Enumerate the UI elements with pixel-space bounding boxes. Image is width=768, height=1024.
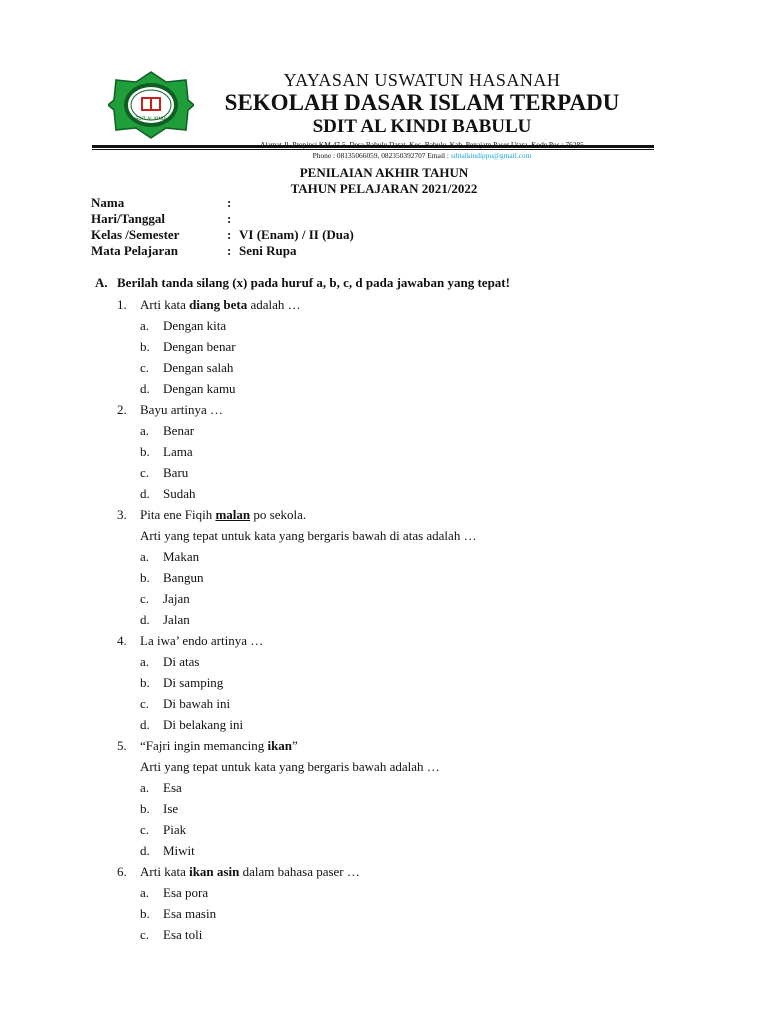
answer-option[interactable] <box>0 357 768 378</box>
answer-option[interactable] <box>0 336 768 357</box>
option-letter: b. <box>140 906 150 921</box>
question-text: “Fajri ingin memancing ikan” <box>140 738 298 753</box>
option-text: Dengan kamu <box>163 381 236 396</box>
option-letter: c. <box>140 591 150 606</box>
answer-option[interactable] <box>0 714 768 735</box>
school-phone: Phone : 08135066059, 082350392707 Email : <box>312 151 451 160</box>
answer-option[interactable] <box>0 441 768 462</box>
option-letter: a. <box>140 654 150 669</box>
field-row: Nama : <box>91 195 232 210</box>
student-info <box>91 195 354 259</box>
answer-option[interactable] <box>0 483 768 504</box>
option-letter: b. <box>140 675 150 690</box>
option-letter: a. <box>140 549 150 564</box>
question-text: La iwa’ endo artinya … <box>140 633 264 648</box>
option-letter: c. <box>140 927 150 942</box>
option-letter: d. <box>140 843 150 858</box>
option-text: Esa toli <box>163 927 203 942</box>
option-letter: a. <box>140 318 150 333</box>
option-text: Makan <box>163 549 200 564</box>
answer-option[interactable] <box>0 924 768 945</box>
answer-option[interactable] <box>0 672 768 693</box>
option-letter: d. <box>140 486 150 501</box>
school-logo <box>108 70 194 140</box>
question-text: Pita ene Fiqih malan po sekola. <box>140 507 307 522</box>
answer-option[interactable] <box>0 777 768 798</box>
question-number: 1. <box>117 297 127 312</box>
question <box>0 630 768 651</box>
answer-option[interactable] <box>0 903 768 924</box>
option-letter: d. <box>140 381 150 396</box>
option-text: Jalan <box>163 612 190 627</box>
school-name: SDIT AL KINDI BABULU <box>312 116 532 137</box>
exam-title: PENILAIAN AKHIR TAHUN <box>299 165 469 180</box>
answer-option[interactable] <box>0 651 768 672</box>
question-text: Arti kata diang beta adalah … <box>140 297 301 312</box>
section-instruction <box>95 275 510 291</box>
option-letter: c. <box>140 822 150 837</box>
option-text: Dengan salah <box>163 360 234 375</box>
option-letter: a. <box>140 885 150 900</box>
option-text: Esa pora <box>163 885 209 900</box>
question-number: 6. <box>117 864 127 879</box>
option-letter: d. <box>140 612 150 627</box>
section-text: Berilah tanda silang (x) pada huruf a, b, c, d pada jawaban yang tepat! <box>117 275 510 290</box>
option-text: Bangun <box>163 570 204 585</box>
school-email: sditalkindippu@gmail.com <box>450 151 532 160</box>
question-number: 4. <box>117 633 127 648</box>
answer-option[interactable] <box>0 588 768 609</box>
field-row: Kelas /Semester : VI (Enam) / II (Dua) <box>91 227 354 242</box>
option-letter: b. <box>140 339 150 354</box>
option-letter: c. <box>140 360 150 375</box>
option-text: Piak <box>163 822 187 837</box>
field-label: Mata Pelajaran <box>91 243 179 258</box>
option-letter: d. <box>140 717 150 732</box>
answer-option[interactable] <box>0 609 768 630</box>
field-label: Nama <box>91 195 125 210</box>
option-text: Jajan <box>163 591 190 606</box>
answer-option[interactable] <box>0 567 768 588</box>
school-type: SEKOLAH DASAR ISLAM TERPADU <box>224 90 620 115</box>
answer-option[interactable] <box>0 420 768 441</box>
question-text: Bayu artinya … <box>140 402 224 417</box>
question-subtext: Arti yang tepat untuk kata yang bergaris bawah di atas adalah … <box>140 528 477 543</box>
question <box>0 399 768 420</box>
answer-option[interactable] <box>0 378 768 399</box>
question-number: 3. <box>117 507 127 522</box>
question <box>0 735 768 756</box>
field-label: Hari/Tanggal <box>91 211 165 226</box>
option-text: Di belakang ini <box>163 717 244 732</box>
option-text: Esa <box>163 780 182 795</box>
option-letter: b. <box>140 570 150 585</box>
option-letter: c. <box>140 696 150 711</box>
question-number: 2. <box>117 402 127 417</box>
foundation-name: YAYASAN USWATUN HASANAH <box>283 70 561 90</box>
header-divider-thick <box>92 145 654 148</box>
option-letter: b. <box>140 801 150 816</box>
option-text: Di bawah ini <box>163 696 231 711</box>
exam-year: TAHUN PELAJARAN 2021/2022 <box>290 181 478 196</box>
question-subtext: Arti yang tepat untuk kata yang bergaris bawah adalah … <box>140 759 440 774</box>
question <box>0 861 768 882</box>
option-letter: a. <box>140 423 150 438</box>
field-row: Mata Pelajaran : Seni Rupa <box>91 243 297 258</box>
option-letter: a. <box>140 780 150 795</box>
school-contact <box>196 151 648 160</box>
option-text: Di samping <box>163 675 224 690</box>
field-value: Seni Rupa <box>239 243 297 258</box>
question <box>0 294 768 315</box>
answer-option[interactable] <box>0 798 768 819</box>
field-value: VI (Enam) / II (Dua) <box>239 227 354 242</box>
option-letter: b. <box>140 444 150 459</box>
field-label: Kelas /Semester <box>91 227 180 242</box>
answer-option[interactable] <box>0 546 768 567</box>
answer-option[interactable] <box>0 819 768 840</box>
option-text: Benar <box>163 423 195 438</box>
option-text: Miwit <box>163 843 195 858</box>
field-row: Hari/Tanggal : <box>91 211 232 226</box>
section-letter: A. <box>95 275 108 290</box>
question-list <box>0 294 768 945</box>
option-text: Dengan kita <box>163 318 227 333</box>
logo-label: SDIT AL KINDI <box>135 117 167 122</box>
question-number: 5. <box>117 738 127 753</box>
option-text: Lama <box>163 444 193 459</box>
answer-option[interactable] <box>0 693 768 714</box>
option-text: Sudah <box>163 486 196 501</box>
answer-option[interactable] <box>0 315 768 336</box>
answer-option[interactable] <box>0 840 768 861</box>
option-letter: c. <box>140 465 150 480</box>
option-text: Esa masin <box>163 906 217 921</box>
header-divider-thin <box>92 149 654 150</box>
option-text: Di atas <box>163 654 200 669</box>
option-text: Baru <box>163 465 189 480</box>
option-text: Ise <box>163 801 179 816</box>
question-text: Arti kata ikan asin dalam bahasa paser … <box>140 864 360 879</box>
option-text: Dengan benar <box>163 339 236 354</box>
answer-option[interactable] <box>0 882 768 903</box>
answer-option[interactable] <box>0 462 768 483</box>
question <box>0 504 768 525</box>
